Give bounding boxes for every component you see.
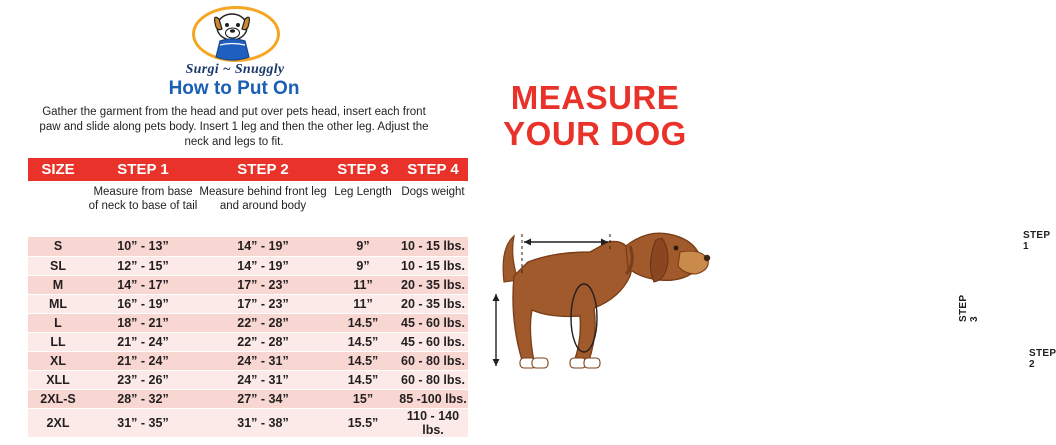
subheader-step3: Leg Length [328,181,398,237]
cell-step2: 24” - 31” [198,351,328,370]
cell-step3: 15.5” [328,408,398,437]
cell-step1: 28” - 32” [88,389,198,408]
cell-size: S [28,237,88,256]
measure-title-line1: MEASURE [510,79,680,116]
header-step1: STEP 1 [88,158,198,181]
cell-size: LL [28,332,88,351]
cell-step3: 11” [328,294,398,313]
cell-step3: 11” [328,275,398,294]
subheader-size [28,181,88,237]
cell-step4: 10 - 15 lbs. [398,237,468,256]
cell-step3: 14.5” [328,313,398,332]
cell-step2: 17” - 23” [198,294,328,313]
cell-step4: 110 - 140 lbs. [398,408,468,437]
cell-step3: 9” [328,237,398,256]
cell-step1: 12” - 15” [88,256,198,275]
table-row [28,294,468,313]
cell-step2: 14” - 19” [198,256,328,275]
cell-step2: 22” - 28” [198,313,328,332]
table-row [28,256,468,275]
cell-size: XLL [28,370,88,389]
cell-step1: 10” - 13” [88,237,198,256]
cell-step4: 60 - 80 lbs. [398,351,468,370]
cell-step1: 18” - 21” [88,313,198,332]
table-row [28,237,468,256]
brand-logo [160,6,310,80]
cell-step3: 14.5” [328,332,398,351]
cell-step2: 22” - 28” [198,332,328,351]
diagram-step1-label: STEP 1 [1023,230,1051,252]
cell-step3: 9” [328,256,398,275]
cell-size: M [28,275,88,294]
subheader-step4: Dogs weight [398,181,468,237]
cell-step1: 21” - 24” [88,351,198,370]
cell-step1: 14” - 17” [88,275,198,294]
cell-step2: 17” - 23” [198,275,328,294]
cell-step4: 60 - 80 lbs. [398,370,468,389]
header-size: SIZE [28,158,88,181]
cell-step4: 45 - 60 lbs. [398,313,468,332]
table-row [28,275,468,294]
table-row [28,389,468,408]
cell-step3: 14.5” [328,370,398,389]
table-row [28,351,468,370]
cell-step4: 10 - 15 lbs. [398,256,468,275]
howto-instructions: Gather the garment from the head and put over pets head, insert each front paw and slide along pets body. Insert 1 leg and then the other leg. Adjust the neck and legs to fit. [39,106,429,148]
diagram-step3-label: STEP 3 [958,294,980,322]
header-step4: STEP 4 [398,158,468,181]
cell-step2: 24” - 31” [198,370,328,389]
size-chart-table [28,158,468,438]
subheader-step1: Measure from base of neck to base of tail [88,181,198,237]
cell-step2: 27” - 34” [198,389,328,408]
cell-step1: 16” - 19” [88,294,198,313]
cell-size: XL [28,351,88,370]
cell-size: 2XL [28,408,88,437]
header-step2: STEP 2 [198,158,328,181]
subheader-step2: Measure behind front leg and around body [198,181,328,237]
cell-step4: 20 - 35 lbs. [398,275,468,294]
cell-step1: 21” - 24” [88,332,198,351]
table-subheader-row [28,181,468,237]
table-row [28,313,468,332]
cell-step1: 23” - 26” [88,370,198,389]
right-column [470,0,1056,445]
cell-step2: 31” - 38” [198,408,328,437]
brand-name: Surgi ~ Snuggly [185,62,285,77]
cell-step4: 20 - 35 lbs. [398,294,468,313]
left-column [0,0,468,445]
cell-step3: 14.5” [328,351,398,370]
table-row [28,408,468,437]
header-step3: STEP 3 [328,158,398,181]
howto-title: How to Put On [168,78,300,99]
cell-step3: 15” [328,389,398,408]
cell-size: SL [28,256,88,275]
measure-title-line2: YOUR DOG [503,115,687,152]
table-row [28,332,468,351]
table-header-row [28,158,468,181]
cell-step4: 45 - 60 lbs. [398,332,468,351]
diagram-step2-label: STEP 2 [1029,348,1056,370]
table-row [28,370,468,389]
measure-your-dog-title [470,80,720,152]
cell-step4: 85 -100 lbs. [398,389,468,408]
cell-size: L [28,313,88,332]
dog-in-blue-shirt-icon [192,7,280,63]
dog-side-view-illustration [470,190,720,440]
cell-size: ML [28,294,88,313]
cell-size: 2XL-S [28,389,88,408]
cell-step2: 14” - 19” [198,237,328,256]
cell-step1: 31” - 35” [88,408,198,437]
